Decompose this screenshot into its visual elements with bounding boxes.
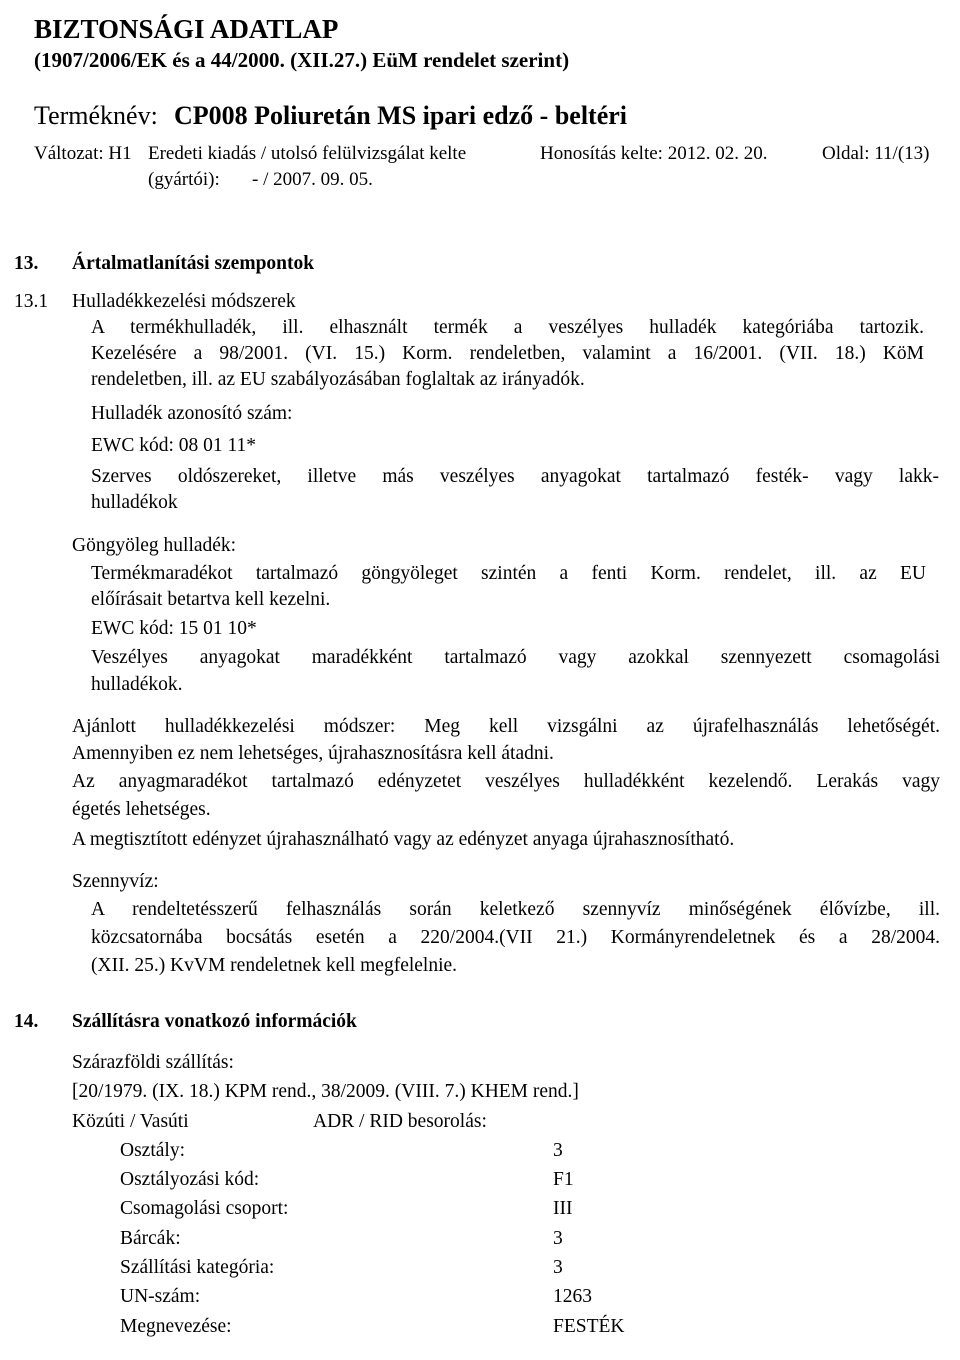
- transport-row-value: F1: [553, 1169, 574, 1190]
- product-label: Terméknév:: [34, 101, 158, 130]
- packaging-waste-label: Göngyöleg hulladék:: [72, 535, 237, 556]
- ewc-code-2-description: hulladékok.: [91, 674, 183, 695]
- paragraph-line: A termékhulladék, ill. elhasznált termék a veszélyes hulladék kategóriába tartozik.: [91, 317, 924, 338]
- recommended-method: A megtisztított edényzet újrahasználható vagy az edényzet anyaga újrahasznosítható.: [72, 829, 735, 850]
- transport-row-label: Osztályozási kód:: [120, 1169, 260, 1190]
- version: Változat: H1: [34, 143, 132, 164]
- transport-row-label: Megnevezése:: [120, 1316, 232, 1337]
- regulation-reference: (1907/2006/EK és a 44/2000. (XII.27.) EüM rendelet szerint): [34, 48, 570, 72]
- product-name: CP008 Poliuretán MS ipari edző - beltéri: [174, 101, 628, 130]
- subsection-13-1-title: Hulladékkezelési módszerek: [72, 291, 296, 312]
- transport-row-label: Csomagolási csoport:: [120, 1198, 289, 1219]
- transport-row-value: 3: [553, 1257, 563, 1278]
- transport-row-label: Bárcák:: [120, 1228, 181, 1249]
- transport-row-label: Szállítási kategória:: [120, 1257, 275, 1278]
- issue-label-2: (gyártói):: [148, 169, 220, 190]
- harmonization-date: Honosítás kelte: 2012. 02. 20.: [540, 143, 768, 164]
- ewc-code-1-description: hulladékok: [91, 492, 178, 513]
- land-transport-label: Szárazföldi szállítás:: [72, 1052, 234, 1073]
- section-14-title: Szállításra vonatkozó információk: [72, 1011, 357, 1032]
- transport-row-value: 1263: [553, 1286, 592, 1307]
- wastewater-text: közcsatornába bocsátás esetén a 220/2004.(VII 21.) Kormányrendeletnek és a 28/2004.: [91, 927, 940, 948]
- issue-date: - / 2007. 09. 05.: [252, 169, 373, 190]
- transport-row-value: 3: [553, 1140, 563, 1161]
- paragraph-line: rendeletben, ill. az EU szabályozásában foglaltak az irányadók.: [91, 369, 585, 390]
- wastewater-text: (XII. 25.) KvVM rendeletnek kell megfelelnie.: [91, 955, 458, 976]
- recommended-method: égetés lehetséges.: [72, 799, 211, 820]
- recommended-method: Az anyagmaradékot tartalmazó edényzetet veszélyes hulladékként kezelendő. Lerakás vagy: [72, 771, 940, 792]
- packaging-waste-text: Termékmaradékot tartalmazó göngyöleget szintén a fenti Korm. rendelet, ill. az EU: [91, 563, 926, 584]
- subsection-13-1-number: 13.1: [14, 291, 49, 312]
- issue-label: Eredeti kiadás / utolsó felülvizsgálat kelte: [148, 143, 467, 164]
- ewc-code-2-description: Veszélyes anyagokat maradékként tartalmazó vagy azokkal szennyezett csomagolási: [91, 647, 940, 668]
- adr-rid-label: ADR / RID besorolás:: [313, 1111, 487, 1132]
- section-13-title: Ártalmatlanítási szempontok: [72, 253, 315, 274]
- transport-row-value: III: [553, 1198, 573, 1219]
- wastewater-text: A rendeltetésszerű felhasználás során keletkező szennyvíz minőségének élővízbe, ill.: [91, 899, 940, 920]
- section-14-number: 14.: [14, 1011, 39, 1032]
- page-number: Oldal: 11/(13): [822, 143, 930, 164]
- transport-row-label: UN-szám:: [120, 1286, 201, 1307]
- transport-row-value: 3: [553, 1228, 563, 1249]
- wastewater-label: Szennyvíz:: [72, 871, 159, 892]
- ewc-code-2: EWC kód: 15 01 10*: [91, 618, 257, 639]
- section-13-number: 13.: [14, 253, 39, 274]
- land-transport-reference: [20/1979. (IX. 18.) KPM rend., 38/2009. (VIII. 7.) KHEM rend.]: [72, 1081, 579, 1102]
- document-title: BIZTONSÁGI ADATLAP: [34, 14, 339, 44]
- ewc-code-1: EWC kód: 08 01 11*: [91, 435, 257, 456]
- road-rail-label: Közúti / Vasúti: [72, 1111, 189, 1132]
- paragraph-line: Kezelésére a 98/2001. (VI. 15.) Korm. rendeletben, valamint a 16/2001. (VII. 18.) KöM: [91, 343, 924, 364]
- recommended-method: Ajánlott hulladékkezelési módszer: Meg kell vizsgálni az újrafelhasználás lehetőségét.: [72, 716, 940, 737]
- transport-row-label: Osztály:: [120, 1140, 185, 1161]
- waste-id-label: Hulladék azonosító szám:: [91, 403, 293, 424]
- recommended-method: Amennyiben ez nem lehetséges, újrahasznosításra kell átadni.: [72, 743, 554, 764]
- packaging-waste-text: előírásait betartva kell kezelni.: [91, 589, 331, 610]
- ewc-code-1-description: Szerves oldószereket, illetve más veszélyes anyagokat tartalmazó festék- vagy lakk-: [91, 466, 939, 487]
- transport-row-value: FESTÉK: [553, 1316, 625, 1337]
